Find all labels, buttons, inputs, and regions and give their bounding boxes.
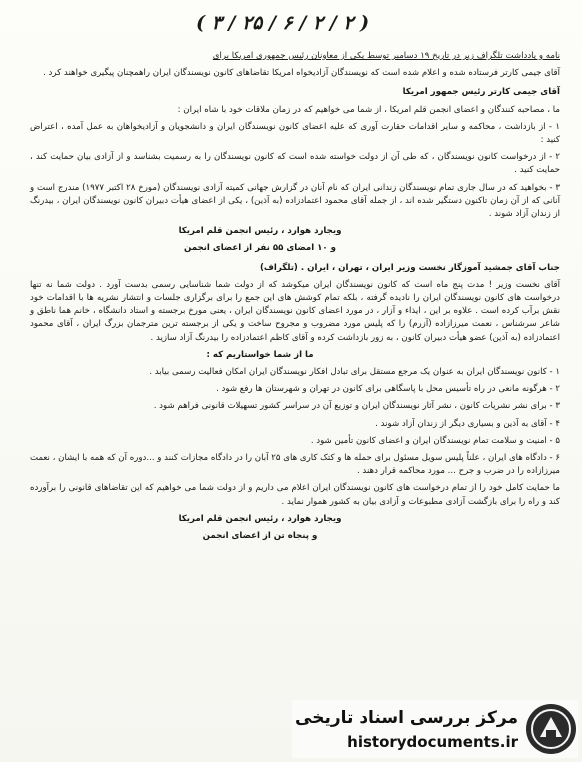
letter1-opening: ما ، مصاحبه کنندگان و اعضای انجمن قلم امریکا ، از شما می خواهیم که در زمان ملاقات خود با شاه ایران : — [177, 104, 560, 115]
letter2-signature-count: و پنجاه تن از اعضای انجمن — [202, 531, 318, 542]
letter2-item: ۵ - امنیت و سلامت تمام نویسندگان ایران و اعضای کانون تأمین شود . — [310, 435, 560, 446]
watermark-logo — [292, 700, 578, 758]
document-intro: آقای جیمی کارتر فرستاده شده و اعلام شده است که نویسندگان آزادیخواه امریکا تقاضاهای کانون نویسندگان ایران راهمچنان پیگیری خواهند کرد . — [43, 68, 560, 79]
letter1-signature-count: و ۱۰ امضای ۵۵ نفر از اعضای انجمن — [183, 243, 337, 254]
letter1-salutation: آقای جیمی کارتر رئیس جمهور امریکا — [402, 87, 560, 98]
letter2-closing: ما حمایت کامل خود را از تمام درخواست های کانون نویسندگان ایران اعلام می داریم و از دولت شما می خواهیم که این تقاضاهای قانونی را برآورده کند و راه را برای بازگشت آزادی مطبوعات و آزادی بیان به کشور هموار نماید . — [30, 483, 560, 507]
letter2-paragraph: آقای نخست وزیر ! مدت پنج ماه است که کانون نویسندگان ایران میکوشد که از دولت شما شناسایی رسمی بدست آورد . دولت شما نه تنها درخواست های کانون نویسندگان ایران را نادیده گرفته ، بلکه تمام کوشش های این جمع را برای برگزاری جلسات و انتشار نشریه ها با اقدامات خود نقش برآب کرده است . علاوه بر این ، ایذاء و آزار ، در مورد اعضای کانون نویسندگان ایران ، یعنی مورخ برجسته و استاد دانشگاه ، خانم هما ناطق و شاعر سرشناس ، نعمت میرزازاده (آزرم) را که پلیس مورد مضروب و مجروح ساخت و یکی از برجسته ترین مترجمان بزرگ ایران ، آقای محمود اعتمادزاده (به آذین) عضو هیأت دبیران کانون ، به زور بازداشت کرده و آقای کاظم اعتمادزاده را بیدرنگ آزاد سازید . — [30, 279, 560, 343]
letter1-item: ۲ - از درخواست کانون نویسندگان ، که طی آن از دولت خواسته شده است که کانون نویسندگان را به رسمیت بشناسد و از آزادی بیان حمایت کند ، حمایت کنید . — [30, 152, 560, 176]
letter2-salutation: جناب آقای جمشید آموزگار نخست وزیر ایران ، تهران ، ایران . (تلگراف) — [260, 262, 560, 273]
letter2-item: ۴ - آقای به آذین و بسیاری دیگر از زندان آزاد شوند . — [375, 418, 560, 429]
letter1-item: ۳ - بخواهید که در سال جاری تمام نویسندگان زندانی ایران که نام آنان در گزارش جهانی کمیته آزادی نویسندگان (مورخ ۲۸ اکتبر ۱۹۷۷) مندرج است و آنانی که از آن زمان تاکنون دستگیر شده اند ، از جمله آقای محمود اعتمادزاده (به آذین) ، یکی از اعضای هیأت دبیران کانون نویسندگان ایران ، بیدرنگ از زندان آزاد شوند . — [30, 182, 560, 220]
letter1-item: ۱ - از بازداشت ، محاکمه و سایر اقدامات حقارت آوری که علیه اعضای کانون نویسندگان ایران و دانشجویان و آزادیخواهان به عمل آمده ، اعتراض کنید : — [30, 121, 560, 146]
letter2-request: ما از شما خواستاریم که : — [206, 349, 314, 360]
letter2-item: ۶ - دادگاه های ایران ، علناً پلیس سویل مسئول برای حمله ها و کتک کاری های ۲۵ آبان را در دادگاه مجازات کنند و ...دوره آن که همه با ایشان ، نعمت میرزازاده را در ضرب و جرح ... مورد محاکمه قرار دهند . — [30, 453, 560, 477]
archive-emblem-icon — [524, 702, 578, 756]
letter2-item: ۱ - کانون نویسندگان ایران به عنوان یک مرجع مستقل برای تبادل افکار نویسندگان ایران امکان فعالیت رسمی بیابد . — [149, 367, 560, 378]
letter2-signature: ویجارد هوارد ، رئیس انجمن قلم امریکا — [178, 513, 342, 524]
letter2-item: ۲ - هرگونه مانعی در راه تأسیس محل با پاسگاهی برای کانون در تهران و شهرستان ها رفع شود . — [216, 384, 560, 395]
document-subject: نامه و یادداشت تلگراف زیر در تاریخ ۱۹ دسامبر توسط یکی از معاونان رئیس جمهوری امریکا برای — [212, 51, 560, 61]
document-body — [30, 50, 560, 690]
letter2-item: ۳ - برای نشر نشریات کانون ، نشر آثار نویسندگان ایران و توزیع آن در سراسر کشور تسهیلات قانونی فراهم شود . — [153, 401, 560, 412]
watermark-url: historydocuments.ir — [347, 733, 518, 751]
document-number: ( ۳ / ۲۵ / ۶ / ۲ / ۲ ) — [196, 12, 370, 34]
letter1-signature: ویجارد هوارد ، رئیس انجمن قلم امریکا — [178, 226, 342, 237]
watermark-name: مرکز بررسی اسناد تاریخی — [295, 708, 518, 728]
